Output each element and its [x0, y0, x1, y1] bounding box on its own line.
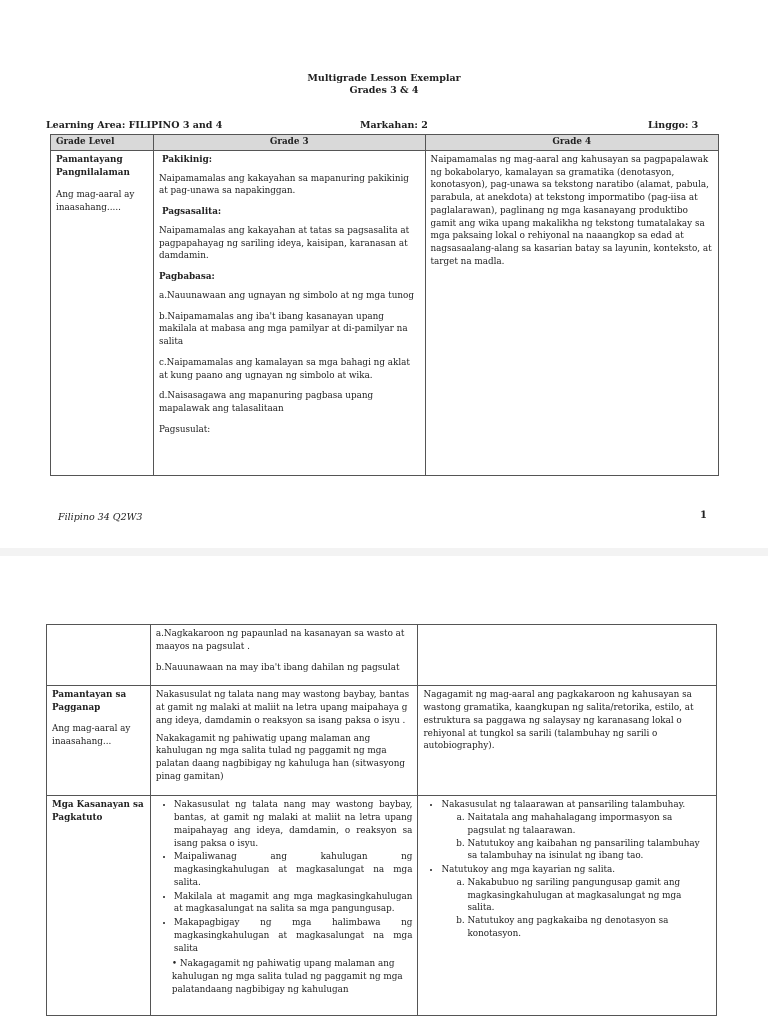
list-item: • Makilala at magamit ang mga magkasingkahulugan at magkasalungat na salita sa mga pangungusap.: [174, 891, 413, 917]
list-item: • Nakasusulat ng talata nang may wastong baybay, bantas, at gamit ng malaki at maliit na letra upang maipahayag ang ideya, damdamin, o reaksyon sa isang paksa o isyu.: [174, 799, 413, 850]
pagsasalita-title: Pagsasalita:: [161, 207, 222, 217]
pagbabasa-item: a.Nauunawaan ang ugnayan ng simbolo at ng mga tunog: [158, 290, 414, 301]
learning-area: Learning Area: FILIPINO 3 and 4: [46, 120, 223, 131]
continuation-label-cell: [47, 625, 151, 686]
document-page-2: [0, 556, 768, 1024]
pagganap-grade-3: [150, 686, 418, 796]
sub-list: [441, 877, 711, 941]
continuation-grade-3: [150, 625, 418, 686]
kasanayan-label-cell: [47, 796, 151, 1016]
row-label-cell: [51, 150, 154, 475]
pagsusulat-title: Pagsusulat:: [158, 424, 211, 435]
pagbabasa-item: c.Naipamamalas ang kamalayan sa mga bahagi ng aklat at kung paano ang ugnayan ng simbolo at wika.: [158, 357, 410, 381]
kasanayan-label: Mga Kasanayan sa Pagkatuto: [52, 800, 144, 823]
page-number: 1: [700, 510, 707, 521]
list-item: • Makapagbigay ng mga halimbawa ng magkasingkahulugan at magkasalungat na mga salita: [174, 917, 413, 955]
header-grade-4: Grade 4: [425, 135, 719, 151]
pagganap-grade-3-p2: Nakakagamit ng pahiwatig upang malaman ang kahulugan ng mga salita tulad ng paggamit ng mga palatan daang nagbibigay ng kahuluga han (sitwasyong pinag gamitan): [155, 733, 406, 782]
pagganap-sublabel: Ang mag-aaral ay inaasahang...: [52, 723, 131, 747]
pagbabasa-title: Pagbabasa:: [158, 272, 215, 282]
row-sublabel: Ang mag-aaral ay inaasahang.....: [56, 190, 135, 213]
header-grade-3: Grade 3: [153, 135, 425, 151]
pakikinig-title: Pakikinig:: [161, 154, 213, 165]
pagbabasa-item: b.Naipamamalas ang iba't ibang kasanayan upang makilala at mabasa ang mga pamilyar at di-pamilyar na salita: [158, 311, 408, 347]
sub-list-item: b. Natutukoy ang pagkakaiba ng denotasyon sa konotasyon.: [467, 915, 711, 941]
pakikinig-text: Naipamamalas ang kakayahan sa mapanuring pakikinig at pag-unawa sa napakinggan.: [158, 173, 409, 197]
list-item: [441, 864, 711, 941]
sub-list-item: a. Naitatala ang mahahalagang impormasyon sa pagsulat ng talaarawan.: [467, 812, 711, 838]
skills-table: [46, 624, 717, 1016]
grade-4-content: [425, 150, 719, 475]
standards-table: [50, 134, 719, 476]
header-grade-level: Grade Level: [51, 135, 154, 151]
continuation-grade-4: [418, 625, 717, 686]
list-item: • Maipaliwanag ang kahulugan ng magkasingkahulugan at magkasalungat na mga salita.: [174, 851, 413, 889]
document-subtitle: Grades 3 & 4: [349, 85, 419, 96]
pagganap-label-cell: [47, 686, 151, 796]
kasanayan-grade-3-tail: • Nakagagamit ng pahiwatig upang malaman ang kahulugan ng mga salita tulad ng paggamit ng mga palatandaang nagbibigay ng kahulugan: [171, 959, 403, 995]
continuation-item: a.Nagkakaroon ng papaunlad na kasanayan sa wasto at maayos na pagsulat .: [155, 629, 405, 652]
kasanayan-grade-4: [418, 796, 717, 1016]
markahan: Markahan: 2: [360, 120, 428, 131]
pagganap-grade-3-p1: Nakasusulat ng talata nang may wastong baybay, bantas at gamit ng malaki at maliit na letra upang maipahaya g ang ideya, damdamin o reaksyon sa isang paksa o isyu .: [155, 690, 410, 726]
pagbabasa-item: d.Naisasagawa ang mapanuring pagbasa upang mapalawak ang talasalitaan: [158, 391, 374, 414]
list-item-text: Nakasusulat ng talaarawan at pansariling talambuhay.: [441, 800, 686, 811]
kasanayan-grade-3: [150, 796, 418, 1016]
grade-3-content: [153, 150, 425, 475]
pagsasalita-text: Naipamamalas ang kakayahan at tatas sa pagsasalita at pagpapahayag ng sariling ideya, kaisipan, karanasan at damdamin.: [158, 225, 410, 262]
pagganap-grade-4: [418, 686, 717, 796]
kasanayan-grade-3-tail-text: Nakagagamit ng pahiwatig upang malaman ang kahulugan ng mga salita tulad ng paggamit ng mga palatandaang nagbibigay ng kahulugan: [171, 959, 403, 995]
kasanayan-grade-4-list: [423, 799, 711, 940]
pagganap-label: Pamantayan sa Pagganap: [52, 690, 127, 713]
kasanayan-grade-3-list: [156, 799, 413, 955]
list-item: [441, 799, 711, 863]
sub-list-item: b. Natutukoy ang kaibahan ng pansariling talambuhay sa talambuhay na isinulat ng ibang tao.: [467, 838, 711, 864]
grade-4-text: Naipamamalas ng mag-aaral ang kahusayan sa pagpapalawak ng bokabolaryo, kamalayan sa gramatika (denotasyon, konotasyon), pag-unawa sa tekstong naratibo (alamat, pabula, parabula, at anekdota) at tekstong impormatibo (pag-iisa at paglalarawan), paglinang ng mga kasanayang produktibo gamit ang wika upang makalikha ng tekstong tumatalakay sa mga paksaing lokal o rehiyonal na naaangkop sa edad at nagsasaalang-alang sa kasarian batay sa layunin, konteksto, at target na madla.: [430, 154, 712, 267]
list-item-text: Natutukoy ang mga kayarian ng salita.: [441, 865, 616, 875]
footer-label: Filipino 34 Q2W3: [58, 512, 143, 523]
sub-list-item: a. Nakabubuo ng sariling pangungusap gamit ang magkasingkahulugan at magkasalungat ng mga salita.: [467, 877, 711, 915]
linggo: Linggo: 3: [648, 120, 699, 131]
row-label: Pamantayang Pangnilalaman: [56, 154, 130, 178]
document-title: Multigrade Lesson Exemplar: [307, 73, 461, 84]
pagganap-grade-4-text: Nagagamit ng mag-aaral ang pagkakaroon ng kahusayan sa wastong gramatika, kaangkupan ng salita/retorika, estilo, at estruktura sa paggawa ng salaysay ng karanasang lokal o rehiyonal at tungkol sa sarili (talambuhay ng sarili o autobiography).: [423, 690, 694, 752]
sub-list: [441, 812, 711, 863]
continuation-item: b.Nauunawaan na may iba't ibang dahilan ng pagsulat: [155, 662, 400, 673]
